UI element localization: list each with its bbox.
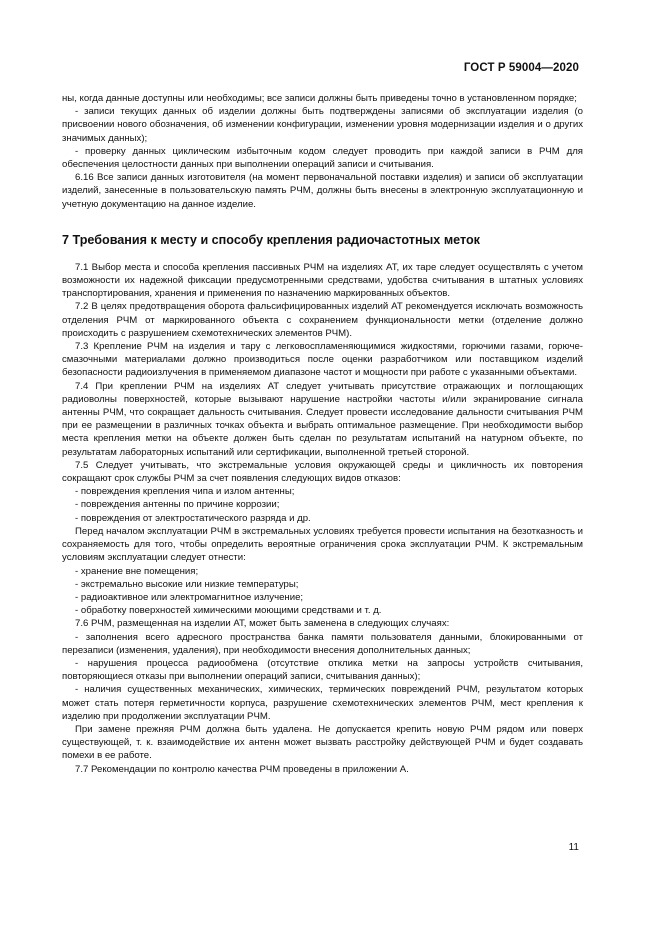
- list-item: - обработку поверхностей химическими моющими средствами и т. д.: [75, 605, 382, 617]
- paragraph: 7.1 Выбор места и способа крепления пассивных РЧМ на изделиях АТ, их таре следует осуществлять с учетом возможности их надежной фиксации предусмотренными средствами, удобства считывания в штатных условиях транспортирования, хранения и применения по назначению маркированных объектов.: [62, 261, 583, 300]
- list-item: - повреждения крепления чипа и излом антенны;: [75, 486, 295, 498]
- list-item: - повреждения антенны по причине коррозии;: [75, 499, 280, 511]
- paragraph: Перед началом эксплуатации РЧМ в экстремальных условиях требуется провести испытания на безотказность и сохраняемость для того, чтобы определить вероятные ограничения срока эксплуатации РЧМ. К экстремальным условиям эксплуатации следует отнести:: [62, 525, 583, 564]
- paragraph: 7.4 При креплении РЧМ на изделиях АТ следует учитывать присутствие отражающих и поглощающих радиоволны поверхностей, которые вызывают нарушение настройки частоты и/или экранирование сигнала антенны РЧМ, что сокращает дальность считывания. Следует провести исследование дальности считывания РЧМ при ее размещении в различных точках объекта и выбрать оптимальное размещение. При необходимости выбор места крепления метки на объекте должен быть сделан по результатам испытаний на натурном объекте, по результатам лабораторных испытаний или сертификации, выполненной третьей стороной.: [62, 380, 583, 458]
- list-item: - радиоактивное или электромагнитное излучение;: [75, 591, 304, 603]
- list-item: - экстремально высокие или низкие температуры;: [75, 578, 299, 590]
- section-heading: 7 Требования к месту и способу крепления радиочастотных меток: [62, 232, 480, 247]
- list-item: - записи текущих данных об изделии должны быть подтверждены записями об эксплуатации изделия (о присвоении нового обозначения, об изменении конфигурации, изменении уровня модернизации изделия и о других значимых данных);: [62, 106, 583, 144]
- list-item: - наличия существенных механических, химических, термических повреждений РЧМ, результатом которых может стать потеря герметичности корпуса, разрушение схемотехнических элементов РЧМ, мест крепления к изделию при продолжении эксплуатации РЧМ.: [62, 684, 583, 722]
- paragraph: 7.3 Крепление РЧМ на изделия и тару с легковоспламеняющимися жидкостями, горючими газами, горюче-смазочными материалами должно производиться после оценки разработчиком или поставщиком изделий безопасности радиоизлучения в применяемом диапазоне частот и мощности при работе с указанными объектами.: [62, 341, 583, 379]
- list-item: - нарушения процесса радиообмена (отсутствие отклика метки на запросы устройств считывания, повторяющиеся отказы при выполнении операций записи, считывания данных);: [62, 657, 583, 683]
- paragraph: ны, когда данные доступны или необходимы; все записи должны быть приведены точно в установленном порядке;: [62, 93, 577, 104]
- list-item: - проверку данных циклическим избыточным кодом следует проводить при каждой записи в РЧМ для обеспечения целостности данных при выполнении операций записи и считывания.: [62, 145, 583, 171]
- paragraph: При замене прежняя РЧМ должна быть удалена. Не допускается крепить новую РЧМ рядом или поверх существующей, т. к. взаимодействие их антенн может вызвать расстройку действующей РЧМ и будет создавать помехи в ее работе.: [62, 723, 583, 762]
- paragraph: 6.16 Все записи данных изготовителя (на момент первоначальной поставки изделия) и записи об эксплуатации изделий, занесенные в пользовательскую память РЧМ, должны быть внесены в электронную эксплуатационную и учетную документацию на данное изделие.: [62, 172, 583, 210]
- paragraph: 7.5 Следует учитывать, что экстремальные условия окружающей среды и цикличность их повторения сокращают срок службы РЧМ за счет появления следующих видов отказов:: [62, 459, 583, 485]
- document-code: ГОСТ Р 59004—2020: [463, 62, 579, 74]
- page-number: 11: [568, 842, 579, 853]
- paragraph: 7.6 РЧМ, размещенная на изделии АТ, может быть заменена в следующих случаях:: [75, 618, 450, 630]
- paragraph: 7.2 В целях предотвращения оборота фальсифицированных изделий АТ рекомендуется исключать возможность отделения РЧМ от маркированного объекта с сохранением функциональности метки (отделение должно происходить с разрушением схемотехнических элементов РЧМ).: [62, 301, 583, 339]
- list-item: - хранение вне помещения;: [75, 565, 199, 577]
- page-body: [62, 92, 583, 776]
- paragraph: 7.7 Рекомендации по контролю качества РЧМ проведены в приложении А.: [75, 763, 409, 775]
- list-item: - заполнения всего адресного пространства банка памяти пользователя данными, блокированными от перезаписи (изменения, удаления), при необходимости внесения дополнительных данных;: [62, 631, 583, 656]
- list-item: - повреждения от электростатического разряда и др.: [75, 512, 311, 524]
